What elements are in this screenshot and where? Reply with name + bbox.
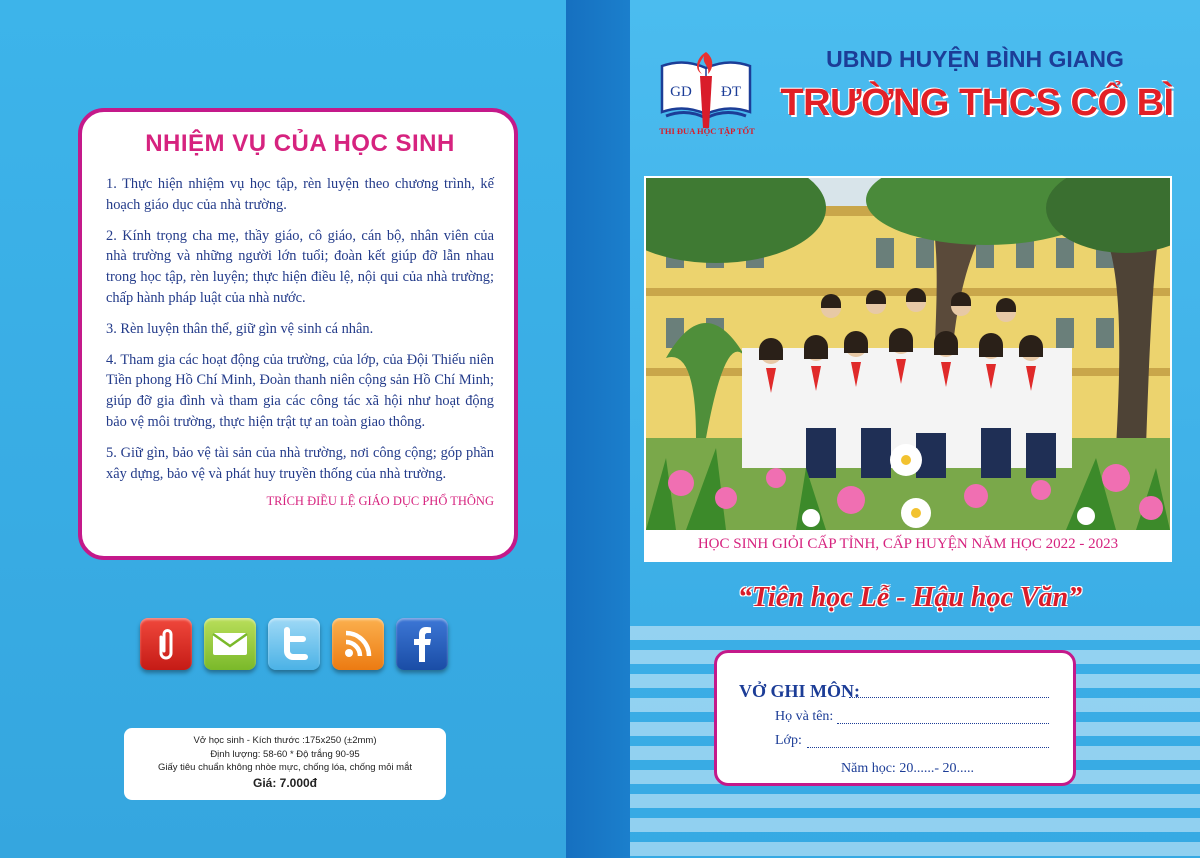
class-photo [646,178,1170,530]
authority-title: UBND HUYỆN BÌNH GIANG [826,46,1124,72]
duties-box [78,108,518,560]
duty-item: 1. Thực hiện nhiệm vụ học tập, rèn luyện theo chương trình, kế hoạch giáo dục của nhà trường. [106,176,494,213]
spec-weight: Định lượng: 58-60 * Độ trắng 90-95 [210,748,360,760]
twitter-icon [268,618,320,670]
duty-item: 2. Kính trọng cha mẹ, thầy giáo, cô giáo, cán bộ, nhân viên của nhà trường và những người lớn tuổi; đoàn kết giúp đỡ lẫn nhau trong học tập, rèn luyện; thực hiện điều lệ, nội qui của nhà trường; chấp hành pháp luật của nhà nước. [106,227,494,306]
school-year: Năm học: 20......- 20..... [841,761,974,776]
logo-text-right: ĐT [721,84,741,100]
spec-size: Vở học sinh - Kích thước :175x250 (±2mm) [193,735,377,746]
paperclip-icon [140,618,192,670]
subject-line [849,697,1049,698]
class-label: Lớp: [775,733,802,748]
duties-source: TRÍCH ĐIỀU LỆ GIÁO DỤC PHỔ THÔNG [266,494,494,509]
social-icons [140,618,448,670]
spine [566,0,630,858]
price: Giá: 7.000đ [252,775,318,790]
rss-icon [332,618,384,670]
duty-item: 4. Tham gia các hoạt động của trường, của lớp, của Đội Thiếu niên Tiền phong Hồ Chí Minh, Đoàn thanh niên cộng sản Hồ Chí Minh; giúp đỡ gia đình và tham gia các công tác xã hội như hoạt động bảo vệ môi trường, thực hiện trật tự an toàn giao thông. [106,351,494,430]
logo-caption: THI ĐUA HỌC TẬP TỐT [659,126,755,136]
spec-box [124,728,446,800]
photo-caption: HỌC SINH GIỎI CẤP TỈNH, CẤP HUYỆN NĂM HỌC 2022 - 2023 [697,536,1119,552]
school-title: TRƯỜNG THCS CỔ BÌ [780,82,1174,124]
logo-text-left: GD [670,84,692,100]
mail-icon [204,618,256,670]
subject-label: VỞ GHI MÔN: [739,681,860,701]
subject-label-box [714,650,1076,786]
school-logo [656,46,756,138]
facebook-icon [396,618,448,670]
duty-item: 5. Giữ gìn, bảo vệ tài sản của nhà trường, nơi công cộng; góp phần xây dựng, bảo vệ và phát huy truyền thống của nhà trường. [106,444,494,482]
class-line [807,747,1049,748]
motto: “Tiên học Lễ - Hậu học Văn” [737,582,1083,613]
name-label: Họ và tên: [775,709,834,724]
spec-paper: Giấy tiêu chuẩn không nhòe mực, chống lóa, chống mỏi mắt [157,762,413,773]
duties-title: NHIỆM VỤ CỦA HỌC SINH [145,130,455,157]
duty-item: 3. Rèn luyện thân thể, giữ gìn vệ sinh cá nhân. [106,320,374,337]
name-line [837,723,1049,724]
